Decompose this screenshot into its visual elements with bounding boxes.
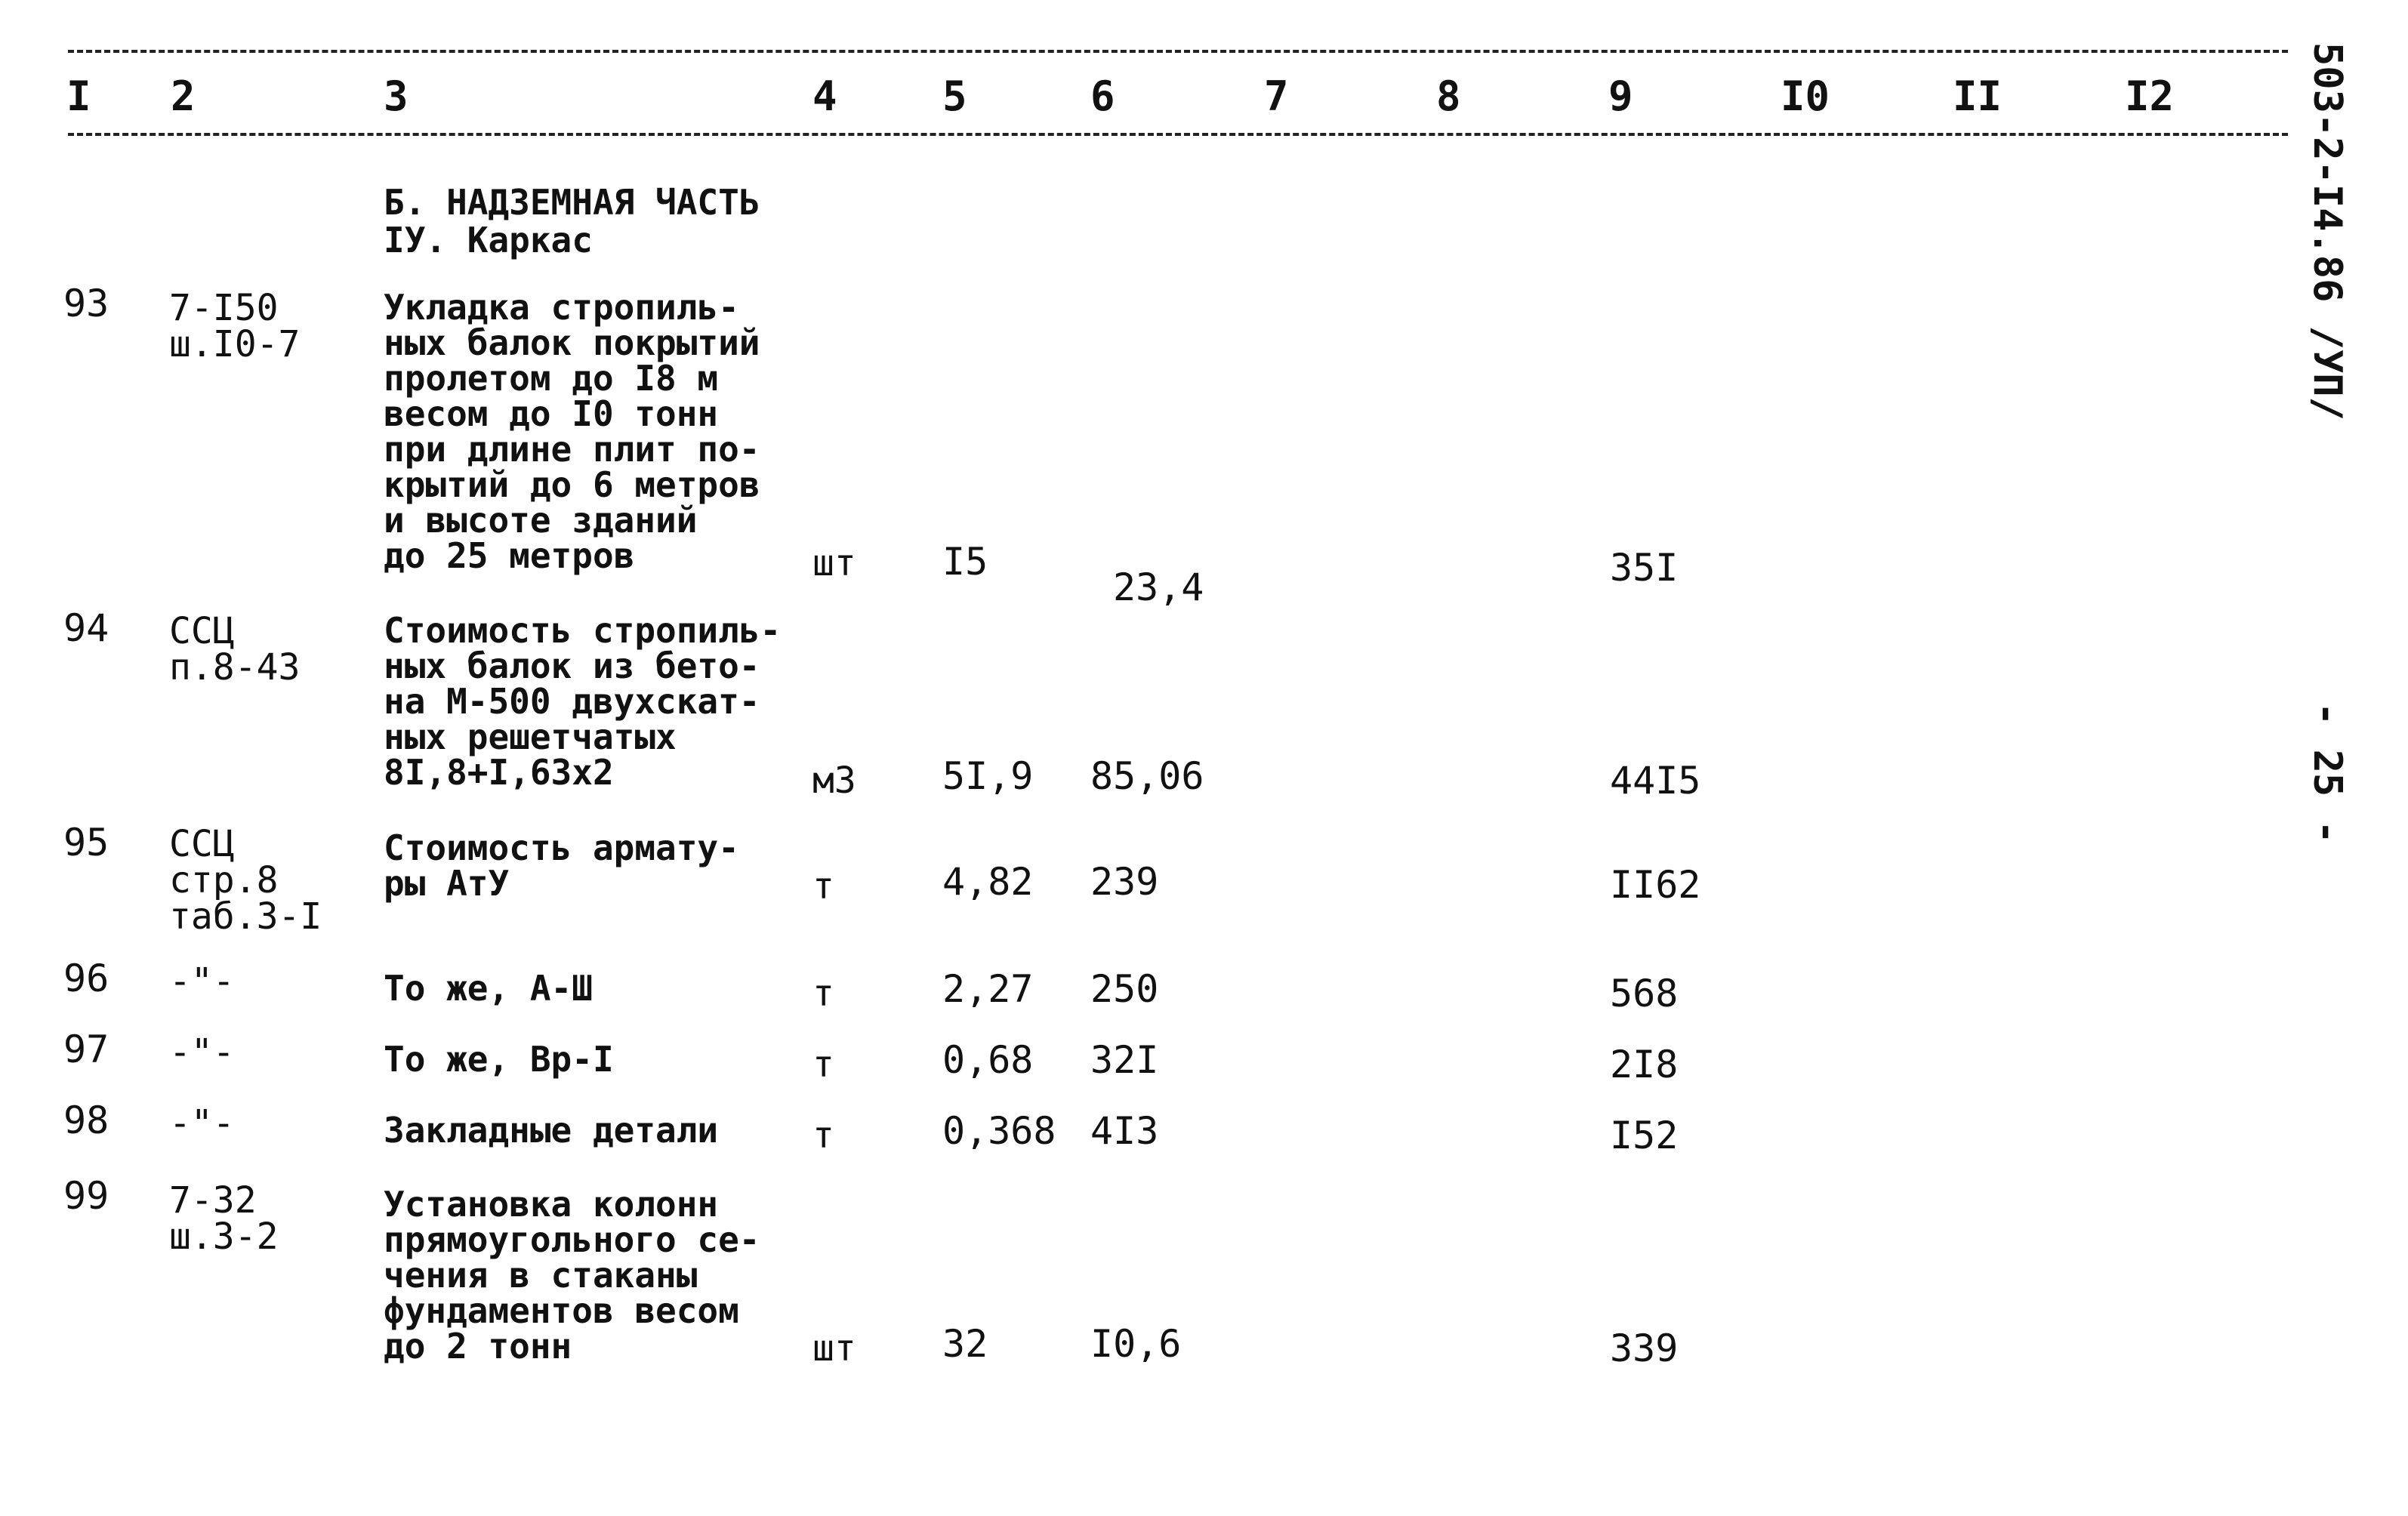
row-96-unit: т	[812, 972, 834, 1015]
row-96-total: 568	[1610, 972, 1679, 1015]
row-95-price: 239	[1090, 860, 1159, 904]
row-98-total: I52	[1610, 1114, 1679, 1157]
row-97-description: То же, Вр-I	[384, 1039, 614, 1080]
row-93-price: 23,4	[1113, 565, 1204, 609]
col-header-1: I	[66, 72, 91, 120]
row-94-description: Стоимость стропиль- ных балок из бето- на М-500 двухскат- ных решетчатых 8I,8+I,63х2	[384, 610, 782, 793]
row-95-total: II62	[1610, 863, 1701, 907]
row-99-unit: шт	[812, 1327, 856, 1370]
document-code: 503-2-I4.86 /УП/	[2305, 42, 2350, 421]
section-title: Б. НАДЗЕМНАЯ ЧАСТЬ	[384, 182, 760, 223]
row-96-description: То же, А-Ш	[384, 968, 593, 1009]
row-99-description: Установка колонн прямоугольного се- чения в стаканы фундаментов весом до 2 тонн	[384, 1184, 760, 1367]
row-95-description: Стоимость армату- ры АтУ	[384, 827, 739, 904]
row-97-code: -"-	[169, 1031, 235, 1074]
row-93-unit: шт	[812, 542, 856, 584]
row-97-price: 32I	[1090, 1038, 1159, 1082]
row-94-number: 94	[63, 606, 109, 650]
row-96-code: -"-	[169, 960, 235, 1003]
col-header-9: 9	[1608, 72, 1633, 120]
col-header-11: II	[1953, 72, 2003, 120]
col-header-7: 7	[1264, 72, 1289, 120]
col-header-2: 2	[171, 72, 196, 120]
col-header-6: 6	[1090, 72, 1115, 120]
row-98-description: Закладные детали	[384, 1110, 719, 1151]
row-99-price: I0,6	[1090, 1322, 1182, 1366]
row-93-code: 7-I50 ш.I0-7	[169, 287, 301, 365]
col-header-8: 8	[1436, 72, 1461, 120]
row-93-description: Укладка стропиль- ных балок покрытий пролетом до I8 м весом до I0 тонн при длине плит по- крытий до 6 метров и высоте зданий до 25 метров	[384, 287, 760, 576]
col-header-12: I2	[2125, 72, 2175, 120]
section-subtitle: IУ. Каркас	[384, 220, 593, 260]
row-96-number: 96	[63, 957, 109, 1000]
row-93-number: 93	[63, 282, 109, 325]
header-top-rule	[68, 50, 2288, 53]
col-header-4: 4	[812, 72, 837, 120]
header-bottom-rule	[68, 133, 2288, 136]
row-98-price: 4I3	[1090, 1109, 1159, 1153]
row-95-quantity: 4,82	[942, 860, 1034, 904]
row-98-number: 98	[63, 1098, 109, 1142]
row-95-number: 95	[63, 821, 109, 864]
row-95-unit: т	[812, 865, 834, 907]
row-94-total: 44I5	[1610, 759, 1701, 803]
row-95-code: ССЦ стр.8 таб.3-I	[169, 823, 322, 938]
row-99-code: 7-32 ш.3-2	[169, 1179, 279, 1258]
page-number: - 25 -	[2305, 702, 2350, 844]
row-98-quantity: 0,368	[942, 1109, 1056, 1153]
row-93-quantity: I5	[942, 540, 988, 584]
col-header-5: 5	[942, 72, 967, 120]
row-93-total: 35I	[1610, 546, 1679, 590]
row-99-number: 99	[63, 1174, 109, 1218]
row-99-total: 339	[1610, 1326, 1679, 1370]
row-96-quantity: 2,27	[942, 967, 1034, 1011]
row-96-price: 250	[1090, 967, 1159, 1011]
row-97-total: 2I8	[1610, 1043, 1679, 1086]
col-header-3: 3	[384, 72, 409, 120]
row-98-unit: т	[812, 1114, 834, 1157]
row-97-unit: т	[812, 1043, 834, 1086]
row-94-quantity: 5I,9	[942, 754, 1034, 798]
row-94-price: 85,06	[1090, 754, 1204, 798]
row-99-quantity: 32	[942, 1322, 988, 1366]
row-98-code: -"-	[169, 1102, 235, 1145]
row-97-number: 97	[63, 1028, 109, 1071]
col-header-10: I0	[1781, 72, 1830, 120]
row-94-code: ССЦ п.8-43	[169, 610, 301, 689]
row-94-unit: м3	[812, 760, 856, 802]
row-97-quantity: 0,68	[942, 1038, 1034, 1082]
